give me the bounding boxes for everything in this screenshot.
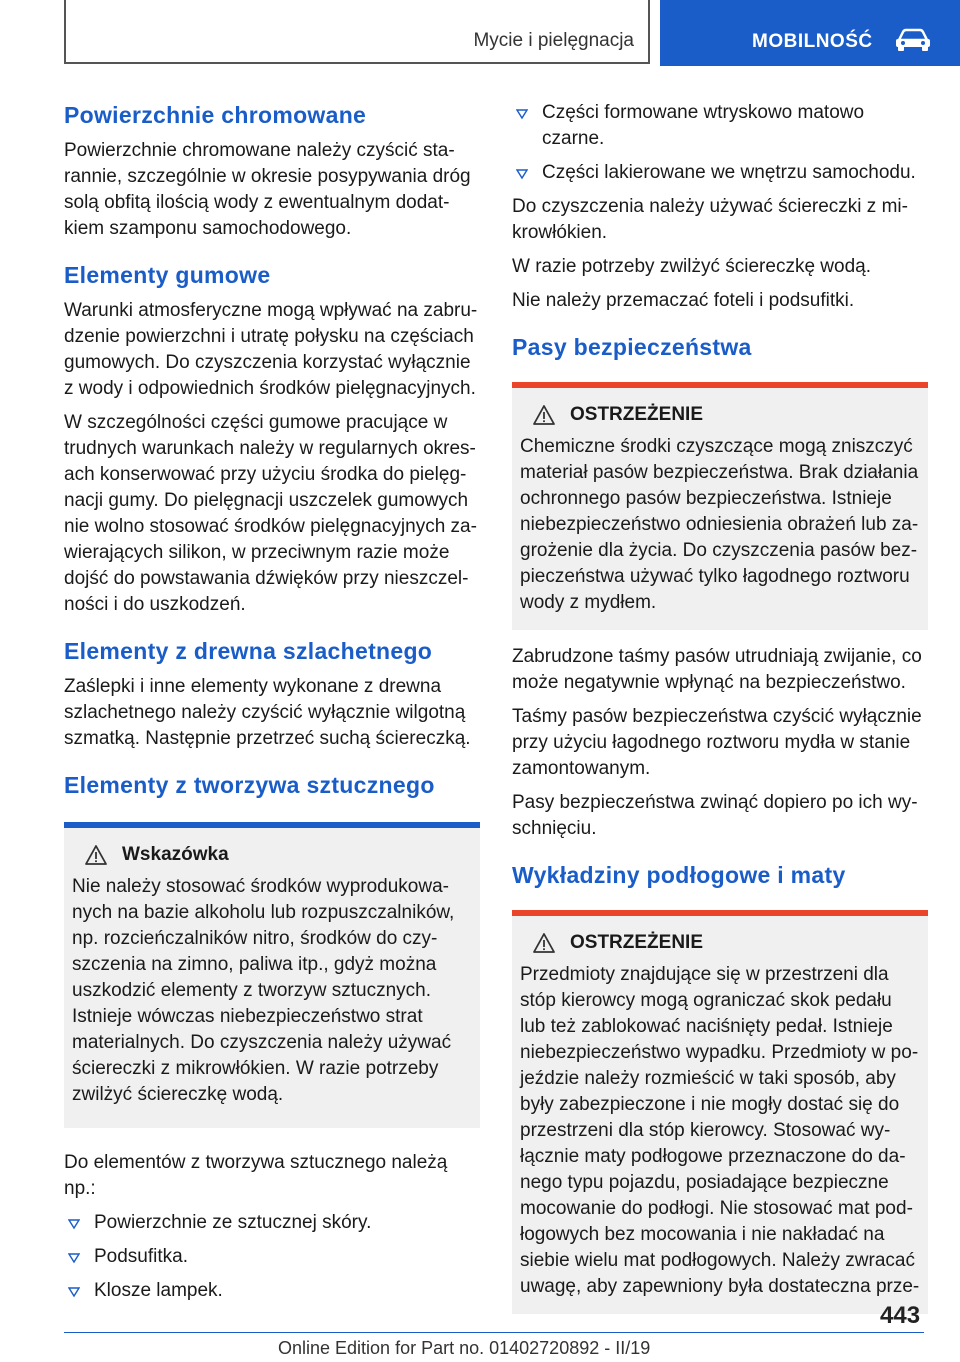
- bullet-triangle-icon: [68, 1286, 80, 1298]
- belts-warning-box: [512, 382, 928, 630]
- belts-warning-text: Chemiczne środki czyszczące mogą zniszczyć materiał pasów bezpieczeństwa. Brak działania ochronnego pasów bezpieczeństwa. Istnieje niebezpieczeństwo odniesienia obrażeń lub zagrożenie dla życia. Do czyszczenia pasów bezpieczeństwa używać tylko łagodnego roztworu wody z mydłem.: [520, 436, 919, 613]
- note-title-row: [84, 842, 472, 868]
- edition-text: Online Edition for Part no. 01402720892 - II/19: [278, 1338, 651, 1358]
- warning-triangle-icon: [84, 844, 108, 866]
- warning-triangle-icon: [532, 404, 556, 426]
- list-item: [64, 1210, 480, 1236]
- plastic-paragraph-3: Nie należy przemaczać foteli i podsufitki.: [512, 290, 855, 311]
- page-header: [0, 0, 960, 66]
- belts-paragraph-3: Pasy bezpieczeństwa zwinąć dopiero po ich wyschnięciu.: [512, 792, 918, 839]
- list-item-label: Części lakierowane we wnętrzu samochodu.: [542, 162, 916, 183]
- bullet-triangle-icon: [68, 1252, 80, 1264]
- car-icon: [894, 28, 932, 52]
- right-column: [512, 100, 928, 1314]
- chapter-tab: [660, 0, 960, 66]
- heading-belts: Pasy bezpieczeństwa: [512, 334, 752, 360]
- heading-rubber: Elementy gumowe: [64, 262, 271, 288]
- left-column: [64, 100, 480, 1304]
- plastic-paragraph-1: Do czyszczenia należy używać ściereczki z mikrowłókien.: [512, 196, 908, 243]
- belts-paragraph-1: Zabrudzone taśmy pasów utrudniają zwijanie, co może negatywnie wpłynąć na bezpieczeństwo.: [512, 646, 922, 693]
- note-text: Nie należy stosować środków wyprodukowanych na bazie alkoholu lub rozpuszczalników, np. rozcieńczalników nitro, środków do czyszczenia na zimno, paliwa itp., gdyż można uszkodzić elementy z tworzyw sztucznych. Istnieje wówczas niebezpieczeństwo strat materialnych. Do czyszczenia należy używać ściereczki z mikrowłókien. W razie potrzeby zwilżyć ściereczkę wodą.: [72, 876, 455, 1105]
- wood-paragraph: Zaślepki i inne elementy wykonane z drewna szlachetnego należy czyścić wyłącznie wilgotną szmatką. Następnie przetrzeć suchą ściereczką.: [64, 676, 471, 749]
- plastic-paragraph-2: W razie potrzeby zwilżyć ściereczkę wodą.: [512, 256, 871, 277]
- warning-title: OSTRZEŻENIE: [570, 932, 704, 953]
- mats-warning-box: [512, 910, 928, 1314]
- note-box: [64, 822, 480, 1128]
- bullet-triangle-icon: [516, 108, 528, 120]
- page-number: 443: [880, 1302, 921, 1329]
- list-item-label: Części formowane wtryskowo matowo czarne.: [542, 102, 865, 149]
- bullet-triangle-icon: [68, 1218, 80, 1230]
- list-item-label: Powierzchnie ze sztucznej skóry.: [94, 1212, 372, 1233]
- warning-title: OSTRZEŻENIE: [570, 404, 704, 425]
- heading-chrome: Powierzchnie chromowane: [64, 102, 367, 128]
- chrome-paragraph: Powierzchnie chromowane należy czyścić starannie, szczególnie w okresie posypywania dróg solą obfitą ilością wody z ewentualnym dodatkiem szamponu samochodowego.: [64, 140, 471, 239]
- mats-warning-text: Przedmioty znajdujące się w przestrzeni dla stóp kierowcy mogą ograniczać skok pedału lub też zablokować naciśnięty pedał. Istnieje niebezpieczeństwo wypadku. Przedmioty w pojeździe należy rozmieścić w taki sposób, aby były zabezpieczone i nie mogły dostać się do przestrzeni dla stóp kierowcy. Stosować wyłącznie maty podłogowe przeznaczone do danego typu pojazdu, posiadające bezpieczne mocowanie do podłogi. Nie stosować mat podłogowych bez mocowania i nie nakładać na siebie wielu mat podłogowych. Należy zwracać uwagę, aby zapewniony była dostateczna prze-: [520, 964, 920, 1297]
- rubber-paragraph-2: W szczególności części gumowe pracujące w trudnych warunkach należy w regularnych okresach konserwować przy użyciu środka do pielęgnacji gumy. Do pielęgnacji uszczelek gumowych nie wolno stosować środków pielęgnacyjnych zawierających silikon, w przeciwnym razie może dojść do powstawania dźwięków przy nieszczelności i do uszkodzeń.: [64, 412, 477, 615]
- warning-title-row: [532, 930, 920, 956]
- chapter-label: MOBILNOŚĆ: [752, 31, 873, 52]
- belts-paragraph-2: Taśmy pasów bezpieczeństwa czyścić wyłącznie przy użyciu łagodnego roztworu mydła w stanie zamontowanym.: [512, 706, 922, 779]
- footer-divider: [64, 1332, 924, 1333]
- list-item: [64, 1244, 480, 1270]
- list-item-label: Podsufitka.: [94, 1246, 188, 1267]
- list-item: [512, 100, 928, 152]
- section-title: Mycie i pielęgnacja: [473, 30, 634, 51]
- heading-mats: Wykładziny podłogowe i maty: [512, 862, 846, 888]
- heading-plastic: Elementy z tworzywa sztucznego: [64, 772, 435, 798]
- list-item: [64, 1278, 480, 1304]
- plastic-list-continued: [512, 100, 928, 186]
- list-item-label: Klosze lampek.: [94, 1280, 223, 1301]
- warning-triangle-icon: [532, 932, 556, 954]
- note-title: Wskazówka: [122, 844, 229, 865]
- header-section-box: [64, 0, 650, 64]
- list-item: [512, 160, 928, 186]
- rubber-paragraph-1: Warunki atmosferyczne mogą wpływać na zabrudzenie powierzchni i utratę połysku na częściach gumowych. Do czyszczenia korzystać wyłącznie z wody i odpowiednich środków pielęgnacyjnych.: [64, 300, 478, 399]
- plastic-list: [64, 1210, 480, 1304]
- plastic-intro: Do elementów z tworzywa sztucznego należą np.:: [64, 1152, 448, 1199]
- warning-title-row: [532, 402, 920, 428]
- bullet-triangle-icon: [516, 168, 528, 180]
- heading-wood: Elementy z drewna szlachetnego: [64, 638, 433, 664]
